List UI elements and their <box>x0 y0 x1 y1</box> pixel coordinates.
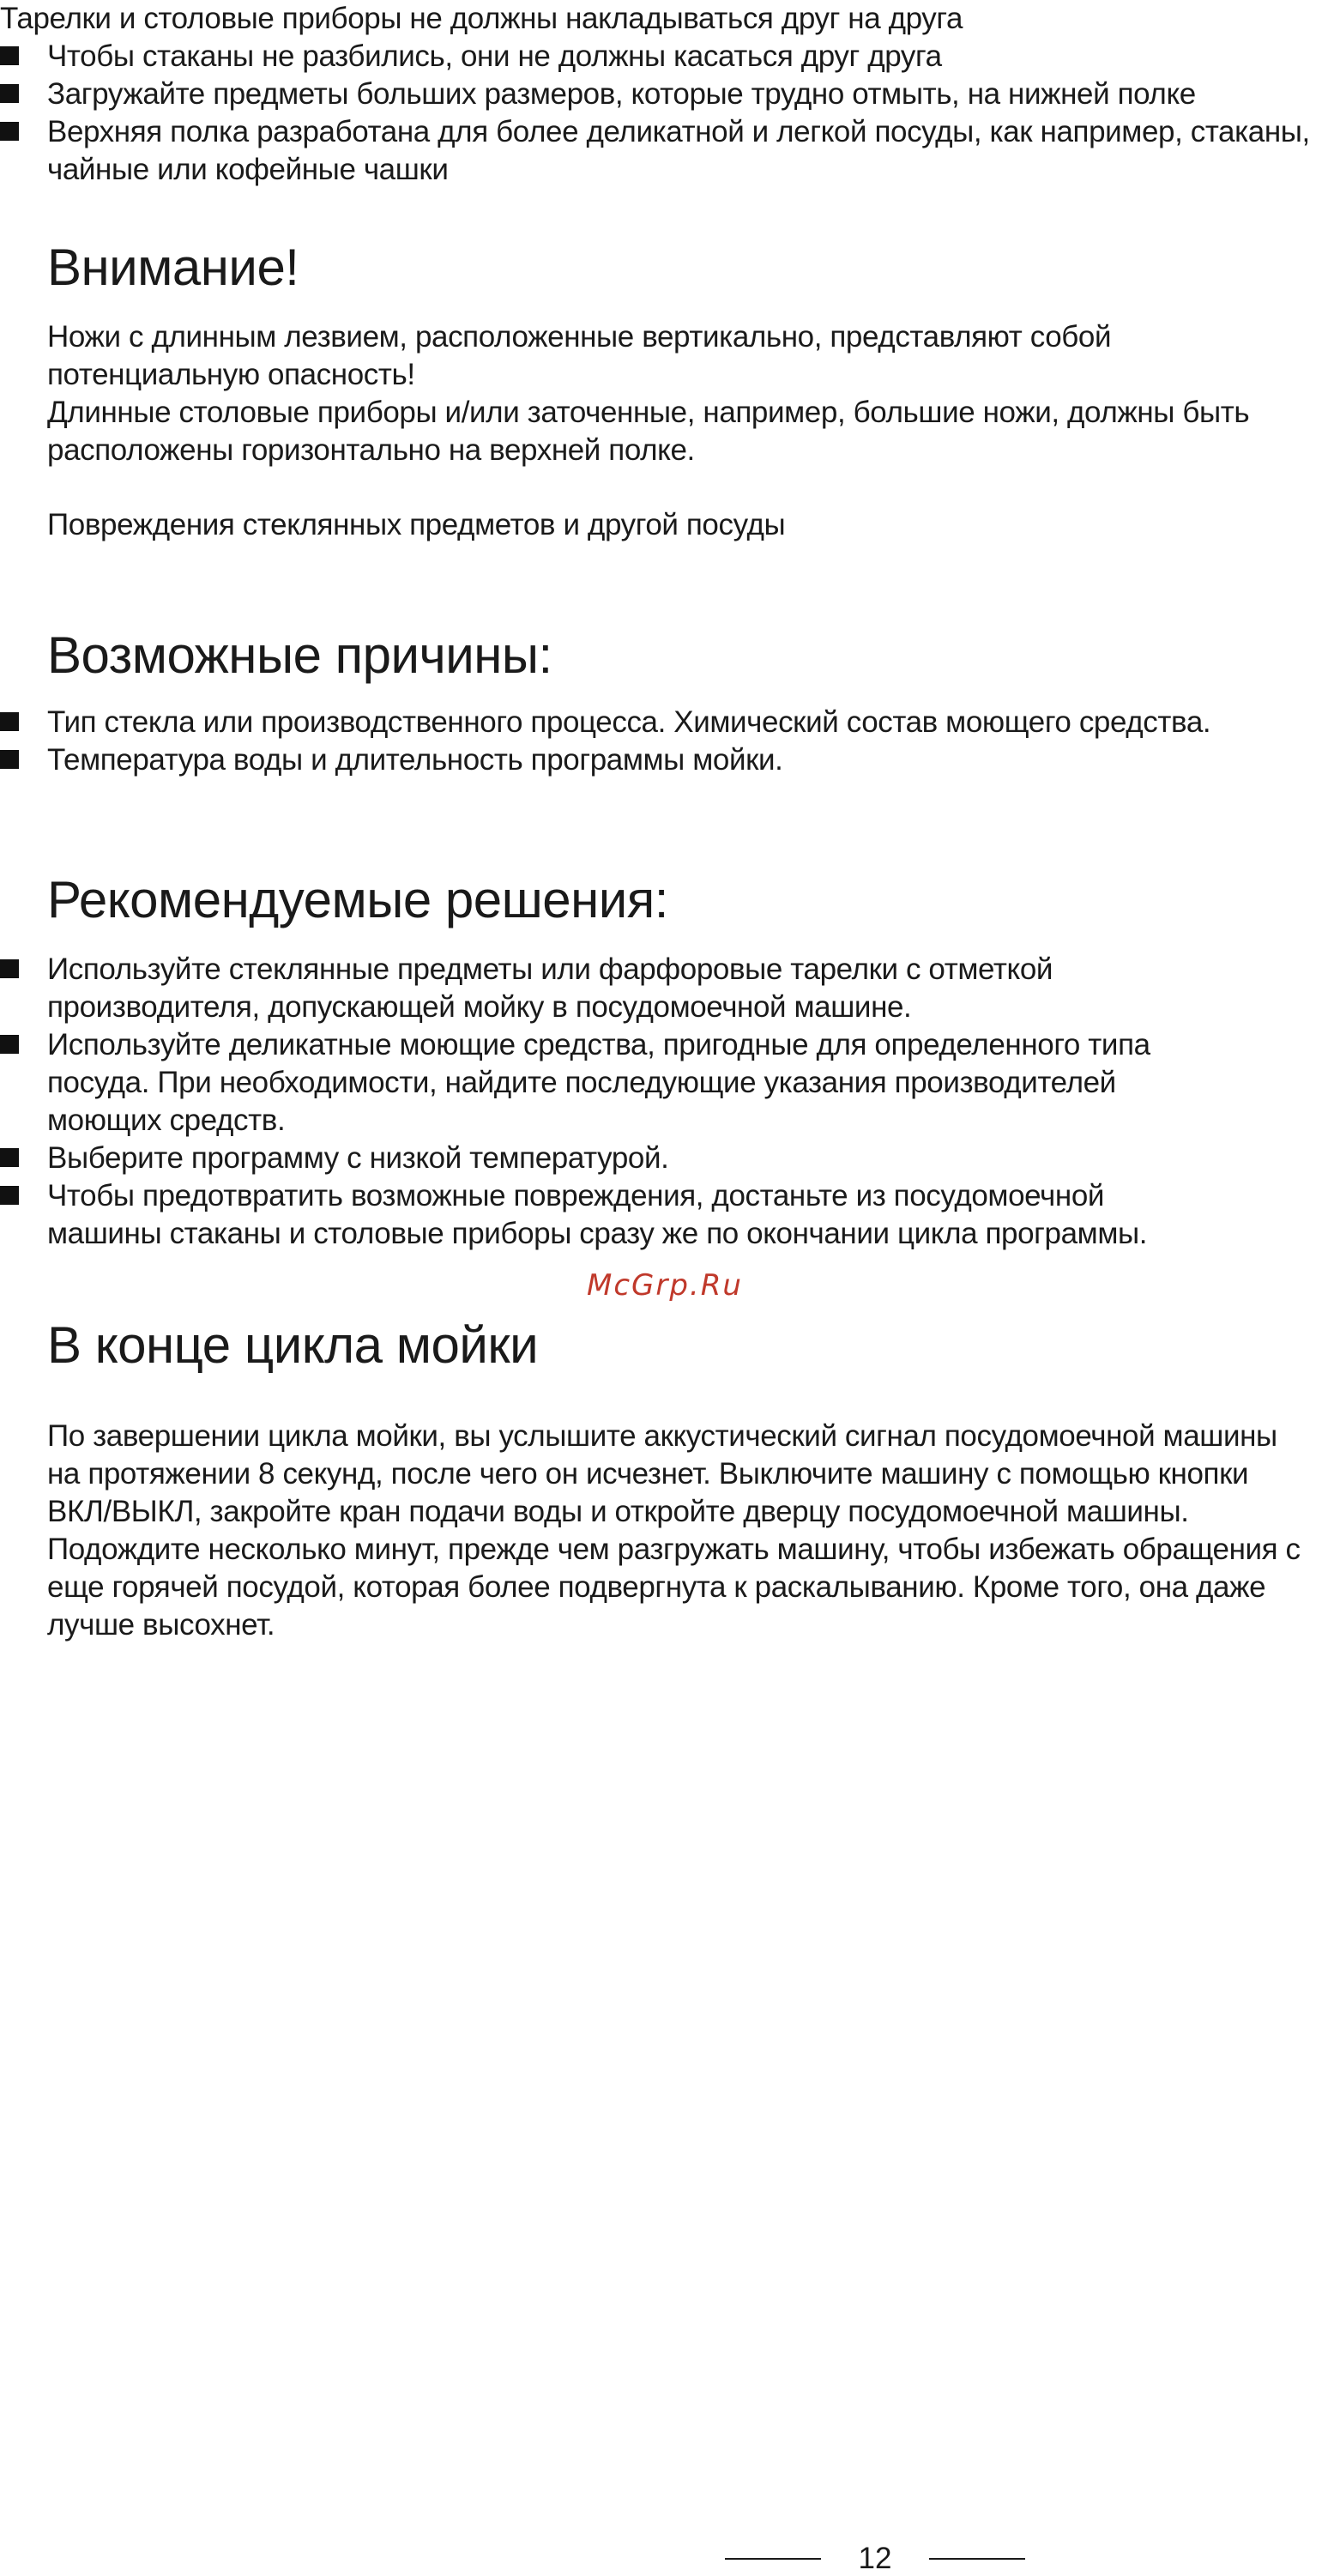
intro-bullet-list <box>0 38 1334 189</box>
solutions-heading: Рекомендуемые решения: <box>47 871 668 928</box>
end-of-cycle-paragraph: По завершении цикла мойки, вы услышите аккустический сигнал посудомоечной машины на протяжении 8 секунд, после чего он исчезнет. Выключите машину с помощью кнопки ВКЛ/ВЫКЛ, закройте кран подачи воды и откройте дверцу посудомоечной машины. Подождите несколько минут, прежде чем разгружать машину, чтобы избежать обращения с еще горячей посудой, которая более подвергнута к раскалыванию. Кроме того, она даже лучше высохнет. <box>47 1419 1301 1642</box>
solutions-bullet-list <box>0 951 1261 1253</box>
attention-section <box>0 237 1334 299</box>
attention-heading: Внимание! <box>47 239 299 296</box>
attention-paragraph-1: Ножи с длинным лезвием, расположенные вертикально, представляют собой потенциальную опасность! <box>47 320 1112 391</box>
list-item <box>0 951 1111 1026</box>
solutions-section <box>0 869 1334 931</box>
list-item <box>0 704 1334 741</box>
page-footer <box>725 2542 1025 2576</box>
list-item <box>0 1140 1261 1177</box>
square-bullet-icon <box>0 1035 19 1054</box>
list-item <box>0 1177 1201 1253</box>
footer-rule-right <box>929 2558 1025 2560</box>
list-item-text: Выберите программу с низкой температурой. <box>47 1141 669 1175</box>
page-number: 12 <box>858 2542 892 2575</box>
end-of-cycle-section <box>0 1315 1334 1376</box>
list-item <box>0 38 1334 76</box>
causes-heading: Возможные причины: <box>47 626 552 684</box>
square-bullet-icon <box>0 1148 19 1167</box>
square-bullet-icon <box>0 122 19 141</box>
square-bullet-icon <box>0 46 19 65</box>
list-item-text: Тип стекла или производственного процесса. Химический состав моющего средства. <box>47 705 1211 739</box>
intro-section <box>0 0 1334 189</box>
square-bullet-icon <box>0 84 19 103</box>
solutions-list-block <box>0 951 1334 1253</box>
square-bullet-icon <box>0 750 19 769</box>
list-item-text: Используйте стеклянные предметы или фарфоровые тарелки с отметкой производителя, допускающей мойку в посудомоечной машине. <box>47 952 1053 1024</box>
causes-list-block <box>0 704 1334 779</box>
footer-rule-left <box>725 2558 821 2560</box>
attention-subtitle-block <box>0 506 1334 544</box>
square-bullet-icon <box>0 712 19 731</box>
list-item <box>0 741 1334 779</box>
list-item-text: Чтобы предотвратить возможные повреждения, достаньте из посудомоечной машины стаканы и столовые приборы сразу же по окончании цикла программы. <box>47 1179 1148 1250</box>
list-item-text: Чтобы стаканы не разбились, они не должны касаться друг друга <box>47 39 942 73</box>
intro-lead: Тарелки и столовые приборы не должны накладываться друг на друга <box>0 2 963 35</box>
attention-body <box>0 318 1334 469</box>
list-item-text: Температура воды и длительность программы мойки. <box>47 743 783 777</box>
watermark-text: McGrp.Ru <box>587 1268 743 1303</box>
square-bullet-icon <box>0 1186 19 1205</box>
list-item <box>0 76 1334 113</box>
end-of-cycle-body <box>0 1418 1334 1644</box>
end-of-cycle-heading: В конце цикла мойки <box>47 1316 539 1374</box>
causes-section <box>0 625 1334 686</box>
list-item-text: Верхняя полка разработана для более деликатной и легкой посуды, как например, стаканы, чайные или кофейные чашки <box>47 115 1310 186</box>
attention-paragraph-2: Длинные столовые приборы и/или заточенные, например, большие ножи, должны быть расположены горизонтально на верхней полке. <box>47 396 1250 467</box>
causes-bullet-list <box>0 704 1334 779</box>
square-bullet-icon <box>0 959 19 978</box>
list-item-text: Загружайте предметы больших размеров, которые трудно отмыть, на нижней полке <box>47 77 1196 111</box>
list-item <box>0 1026 1201 1140</box>
list-item <box>0 113 1334 189</box>
attention-paragraph-3: Повреждения стеклянных предметов и другой посуды <box>47 508 786 541</box>
list-item-text: Используйте деликатные моющие средства, пригодные для определенного типа посуда. При необходимости, найдите последующие указания производителей моющих средств. <box>47 1028 1150 1137</box>
